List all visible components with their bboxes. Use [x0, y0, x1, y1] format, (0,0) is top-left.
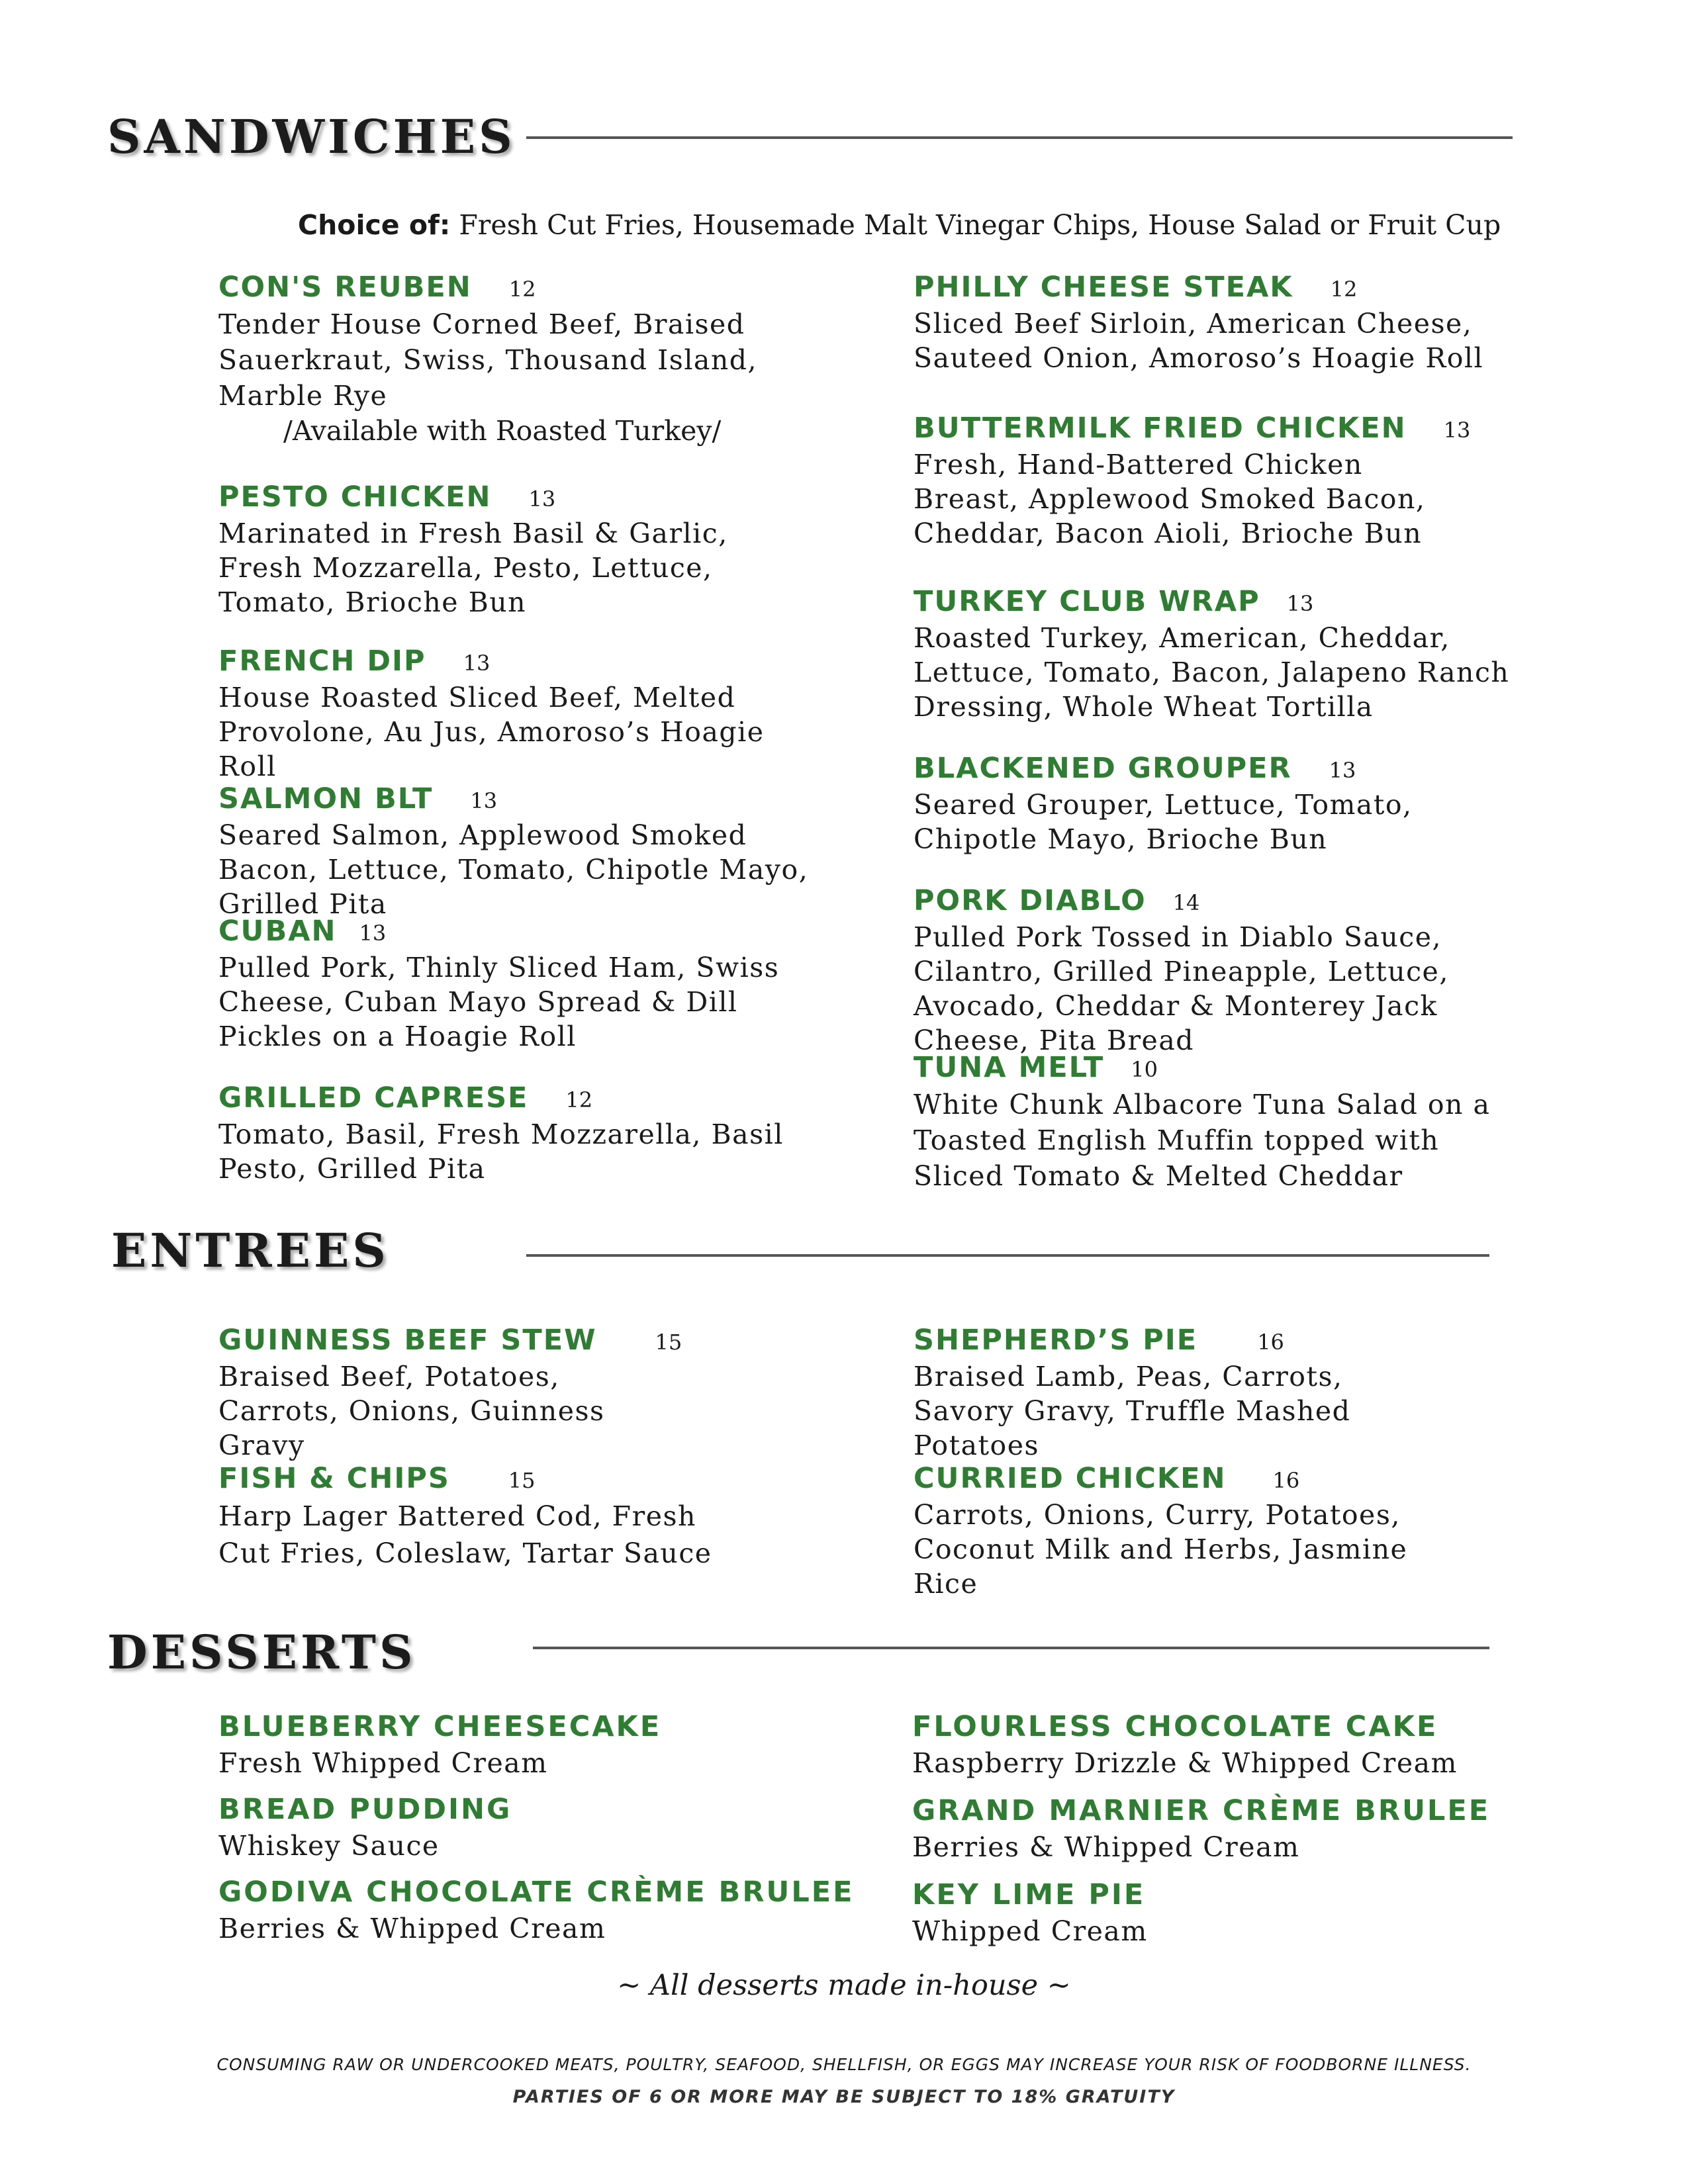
item-price: 14 — [1172, 890, 1200, 915]
dessert-godiva-creme-brulee — [218, 1873, 887, 1946]
item-price: 15 — [655, 1330, 682, 1355]
item-price: 16 — [1257, 1330, 1284, 1355]
item-description: Tomato, Basil, Fresh Mozzarella, Basil Pesto, Grilled Pita — [218, 1118, 784, 1185]
menu-item-cuban — [218, 912, 814, 1054]
item-name: PHILLY CHEESE STEAK — [914, 271, 1293, 304]
section-divider — [526, 136, 1513, 139]
gratuity-notice: PARTIES OF 6 OR MORE MAY BE SUBJECT TO 18% GRATUITY — [512, 2087, 1176, 2107]
item-name: FLOURLESS CHOCOLATE CAKE — [912, 1710, 1438, 1743]
item-note: /Available with Roasted Turkey/ — [283, 415, 722, 447]
item-description: Fresh Whipped Cream — [218, 1747, 548, 1779]
item-name: PESTO CHICKEN — [218, 480, 492, 514]
item-price: 13 — [359, 921, 387, 946]
item-name: TURKEY CLUB WRAP — [914, 585, 1260, 618]
menu-item-fish-and-chips — [218, 1459, 814, 1572]
item-price: 13 — [463, 651, 491, 676]
item-description: Carrots, Onions, Curry, Potatoes, Coconut Milk and Herbs, Jasmine Rice — [914, 1499, 1408, 1600]
item-name: TUNA MELT — [914, 1051, 1105, 1084]
item-description: Roasted Turkey, American, Cheddar, Lettuce, Tomato, Bacon, Jalapeno Ranch Dressing, Whole Wheat Tortilla — [914, 622, 1510, 723]
item-price: 13 — [1286, 591, 1314, 616]
item-price: 12 — [1330, 277, 1358, 302]
item-price: 12 — [565, 1087, 593, 1113]
item-price: 10 — [1131, 1057, 1158, 1082]
item-price: 12 — [508, 277, 536, 302]
item-description: Seared Grouper, Lettuce, Tomato, Chipotle Mayo, Brioche Bun — [914, 789, 1413, 855]
item-name: KEY LIME PIE — [912, 1878, 1146, 1911]
dessert-flourless-chocolate-cake — [912, 1707, 1581, 1780]
dessert-key-lime-pie — [912, 1876, 1581, 1948]
item-name: BLUEBERRY CHEESECAKE — [218, 1710, 662, 1743]
menu-item-pesto-chicken — [218, 478, 814, 619]
item-description: Seared Salmon, Applewood Smoked Bacon, Lettuce, Tomato, Chipotle Mayo, Grilled Pita — [218, 819, 809, 920]
item-name: CUBAN — [218, 915, 337, 948]
item-name: CURRIED CHICKEN — [914, 1462, 1227, 1495]
menu-item-french-dip — [218, 642, 814, 784]
item-name: FISH & CHIPS — [218, 1462, 450, 1495]
item-price: 15 — [508, 1468, 536, 1493]
sides-choice-text: Fresh Cut Fries, Housemade Malt Vinegar Chips, House Salad or Fruit Cup — [450, 209, 1501, 241]
menu-item-turkey-club-wrap — [914, 582, 1536, 724]
item-description: Harp Lager Battered Cod, Fresh Cut Fries, Coleslaw, Tartar Sauce — [218, 1500, 712, 1569]
item-description: Braised Beef, Potatoes, Carrots, Onions, Guinness Gravy — [218, 1361, 605, 1461]
dessert-grand-marnier-creme-brulee — [912, 1792, 1581, 1864]
item-description: White Chunk Albacore Tuna Salad on a Toasted English Muffin topped with Sliced Tomato & Melted Cheddar — [914, 1089, 1491, 1192]
item-name: BREAD PUDDING — [218, 1793, 512, 1826]
item-description: Berries & Whipped Cream — [912, 1831, 1300, 1863]
item-name: SHEPHERD’S PIE — [914, 1324, 1198, 1357]
section-divider — [526, 1254, 1489, 1257]
item-description: Whipped Cream — [912, 1915, 1148, 1947]
item-description: Braised Lamb, Peas, Carrots, Savory Gravy, Truffle Mashed Potatoes — [914, 1361, 1351, 1461]
item-name: CON'S REUBEN — [218, 271, 472, 304]
item-description: Raspberry Drizzle & Whipped Cream — [912, 1747, 1458, 1779]
item-name: GRILLED CAPRESE — [218, 1081, 529, 1115]
item-description: House Roasted Sliced Beef, Melted Provolone, Au Jus, Amoroso’s Hoagie Roll — [218, 682, 765, 782]
item-name: GODIVA CHOCOLATE CRÈME BRULEE — [218, 1876, 855, 1909]
item-name: FRENCH DIP — [218, 645, 426, 678]
item-price: 16 — [1272, 1468, 1300, 1493]
section-divider — [533, 1647, 1489, 1649]
item-price: 13 — [470, 788, 498, 813]
item-name: BUTTERMILK FRIED CHICKEN — [914, 412, 1407, 445]
menu-item-curried-chicken — [914, 1459, 1509, 1601]
item-description: Pulled Pork Tossed in Diablo Sauce, Cilantro, Grilled Pineapple, Lettuce, Avocado, Cheddar & Monterey Jack Cheese, Pita Bread — [914, 921, 1449, 1056]
item-price: 13 — [528, 486, 556, 512]
item-description: Berries & Whipped Cream — [218, 1913, 606, 1944]
item-description: Fresh, Hand-Battered Chicken Breast, Applewood Smoked Bacon, Cheddar, Bacon Aioli, Brioche Bun — [914, 449, 1426, 549]
menu-item-tuna-melt — [914, 1048, 1523, 1194]
section-title-entrees: ENTREES — [111, 1223, 389, 1278]
item-description: Pulled Pork, Thinly Sliced Ham, Swiss Cheese, Cuban Mayo Spread & Dill Pickles on a Hoagie Roll — [218, 952, 780, 1052]
item-name: SALMON BLT — [218, 782, 434, 815]
desserts-tagline: ~ All desserts made in-house ~ — [617, 1969, 1071, 2002]
item-description: Sliced Beef Sirloin, American Cheese, Sauteed Onion, Amoroso’s Hoagie Roll — [914, 308, 1484, 374]
item-description: Tender House Corned Beef, Braised Sauerkraut, Swiss, Thousand Island, Marble Rye — [218, 308, 758, 412]
menu-item-grilled-caprese — [218, 1079, 827, 1186]
section-title-desserts: DESSERTS — [107, 1625, 416, 1680]
item-description: Marinated in Fresh Basil & Garlic, Fresh Mozzarella, Pesto, Lettuce, Tomato, Brioche Bun — [218, 518, 728, 618]
menu-item-cons-reuben — [218, 268, 814, 448]
menu-item-philly-cheese-steak — [914, 268, 1536, 375]
dessert-blueberry-cheesecake — [218, 1707, 887, 1780]
item-name: GRAND MARNIER CRÈME BRULEE — [912, 1794, 1491, 1827]
sides-choice — [298, 209, 1501, 241]
item-name: BLACKENED GROUPER — [914, 752, 1292, 785]
item-name: PORK DIABLO — [914, 884, 1147, 917]
menu-item-pork-diablo — [914, 882, 1549, 1058]
menu-item-buttermilk-fried-chicken — [914, 409, 1509, 551]
sides-choice-label: Choice of: — [298, 209, 451, 241]
menu-item-blackened-grouper — [914, 749, 1536, 856]
section-title-sandwiches: SANDWICHES — [107, 109, 516, 164]
menu-item-guinness-beef-stew — [218, 1321, 814, 1463]
food-safety-warning: CONSUMING RAW OR UNDERCOOKED MEATS, POULTRY, SEAFOOD, SHELLFISH, OR EGGS MAY INCREASE YOUR RISK OF FOODBORNE ILLNESS. — [216, 2055, 1472, 2074]
item-description: Whiskey Sauce — [218, 1830, 440, 1862]
menu-item-shepherds-pie — [914, 1321, 1509, 1463]
item-price: 13 — [1443, 418, 1471, 443]
dessert-bread-pudding — [218, 1790, 887, 1863]
menu-item-salmon-blt — [218, 780, 827, 921]
item-name: GUINNESS BEEF STEW — [218, 1324, 597, 1357]
item-price: 13 — [1329, 758, 1356, 783]
